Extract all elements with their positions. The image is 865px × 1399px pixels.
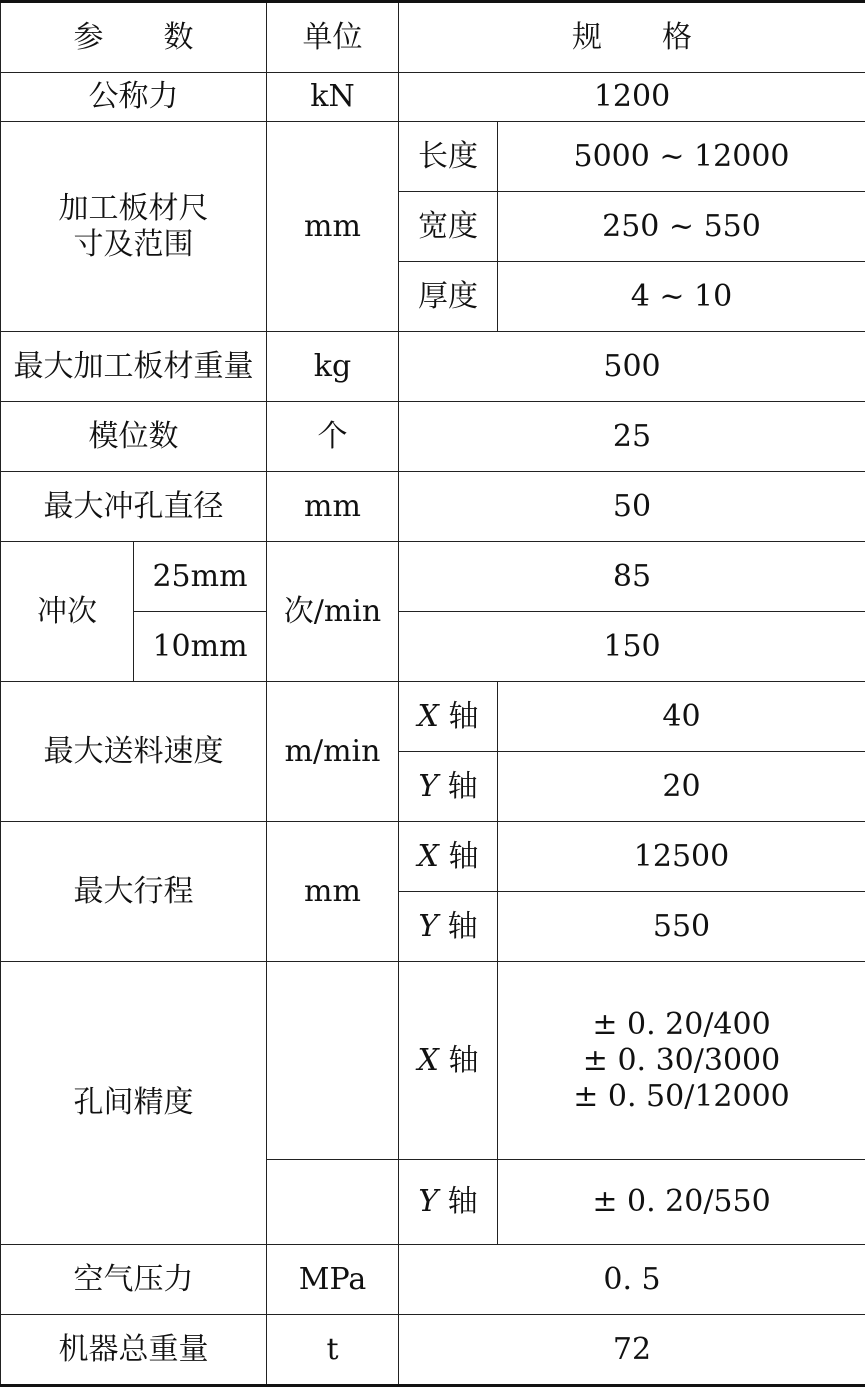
nominal-force-label: 公称力 (1, 73, 267, 122)
accuracy-y-axis-suffix: 轴 (438, 1184, 478, 1219)
stroke-10-value: 150 (399, 612, 865, 682)
stroke-25-sub: 25mm (134, 542, 267, 612)
accuracy-y-axis (399, 1160, 498, 1245)
travel-x-axis-letter: X (417, 838, 439, 874)
max-feed-unit: m/min (267, 682, 399, 822)
header-spec: 规 格 (399, 2, 865, 73)
sheet-size-label-line2: 寸及范围 (73, 226, 194, 262)
feed-x-axis-suffix: 轴 (438, 698, 479, 734)
accuracy-x-value-3: ± 0. 50/12000 (573, 1078, 790, 1114)
row-accuracy-x (1, 962, 865, 1160)
stroke-rate-label: 冲次 (1, 542, 134, 682)
stroke-10-sub: 10mm (134, 612, 267, 682)
max-weight-unit: kg (267, 332, 399, 402)
accuracy-x-value-2: ± 0. 30/3000 (582, 1042, 781, 1078)
accuracy-x-axis-suffix: 轴 (438, 1042, 479, 1078)
stroke-rate-unit: 次/min (267, 542, 399, 682)
sheet-thickness-value: 4 ~ 10 (498, 262, 865, 332)
air-pressure-unit: MPa (267, 1245, 399, 1315)
machine-weight-label: 机器总重量 (1, 1315, 267, 1386)
row-die-count (1, 402, 865, 472)
accuracy-x-value-1: ± 0. 20/400 (592, 1006, 771, 1042)
sheet-size-label-line1: 加工板材尺 (58, 190, 209, 226)
accuracy-y-value: ± 0. 20/550 (498, 1160, 865, 1245)
max-feed-label: 最大送料速度 (1, 682, 267, 822)
row-stroke-25 (1, 542, 865, 612)
feed-x-axis-letter: X (417, 698, 439, 734)
header-row (1, 2, 865, 73)
sheet-thickness-sub: 厚度 (399, 262, 498, 332)
max-travel-unit: mm (267, 822, 399, 962)
row-max-weight (1, 332, 865, 402)
travel-y-value: 550 (498, 892, 865, 962)
air-pressure-value: 0. 5 (399, 1245, 865, 1315)
row-feed-x (1, 682, 865, 752)
row-nominal-force (1, 73, 865, 122)
row-air-pressure (1, 1245, 865, 1315)
max-weight-label: 最大加工板材重量 (1, 332, 267, 402)
stroke-25-value: 85 (399, 542, 865, 612)
travel-y-axis-letter: Y (418, 908, 439, 944)
max-weight-value: 500 (399, 332, 865, 402)
feed-y-value: 20 (498, 752, 865, 822)
max-travel-label: 最大行程 (1, 822, 267, 962)
die-count-value: 25 (399, 402, 865, 472)
row-travel-x (1, 822, 865, 892)
sheet-width-sub: 宽度 (399, 192, 498, 262)
accuracy-x-axis-letter: X (417, 1042, 439, 1078)
hole-accuracy-y-unit (267, 1160, 399, 1245)
header-param: 参 数 (1, 2, 267, 73)
max-punch-dia-label: 最大冲孔直径 (1, 472, 267, 542)
travel-y-axis (399, 892, 498, 962)
feed-x-axis (399, 682, 498, 752)
travel-x-value: 12500 (498, 822, 865, 892)
sheet-size-label (1, 122, 267, 332)
hole-accuracy-x-unit (267, 962, 399, 1160)
accuracy-y-axis-letter: Y (418, 1184, 439, 1219)
row-sheet-length (1, 122, 865, 192)
header-unit: 单位 (267, 2, 399, 73)
sheet-length-value: 5000 ~ 12000 (498, 122, 865, 192)
air-pressure-label: 空气压力 (1, 1245, 267, 1315)
machine-weight-unit: t (267, 1315, 399, 1386)
accuracy-x-values (498, 962, 865, 1160)
accuracy-x-axis (399, 962, 498, 1160)
nominal-force-value: 1200 (399, 73, 865, 122)
nominal-force-unit: kN (267, 73, 399, 122)
sheet-length-sub: 长度 (399, 122, 498, 192)
machine-weight-value: 72 (399, 1315, 865, 1386)
die-count-label: 模位数 (1, 402, 267, 472)
row-machine-weight (1, 1315, 865, 1386)
travel-x-axis-suffix: 轴 (438, 838, 479, 874)
feed-y-axis (399, 752, 498, 822)
sheet-size-unit: mm (267, 122, 399, 332)
sheet-width-value: 250 ~ 550 (498, 192, 865, 262)
die-count-unit: 个 (267, 402, 399, 472)
hole-accuracy-label: 孔间精度 (1, 962, 267, 1245)
row-max-punch-dia (1, 472, 865, 542)
max-punch-dia-value: 50 (399, 472, 865, 542)
feed-y-axis-letter: Y (418, 768, 439, 804)
feed-x-value: 40 (498, 682, 865, 752)
travel-x-axis (399, 822, 498, 892)
feed-y-axis-suffix: 轴 (438, 768, 478, 804)
max-punch-dia-unit: mm (267, 472, 399, 542)
travel-y-axis-suffix: 轴 (438, 908, 478, 944)
